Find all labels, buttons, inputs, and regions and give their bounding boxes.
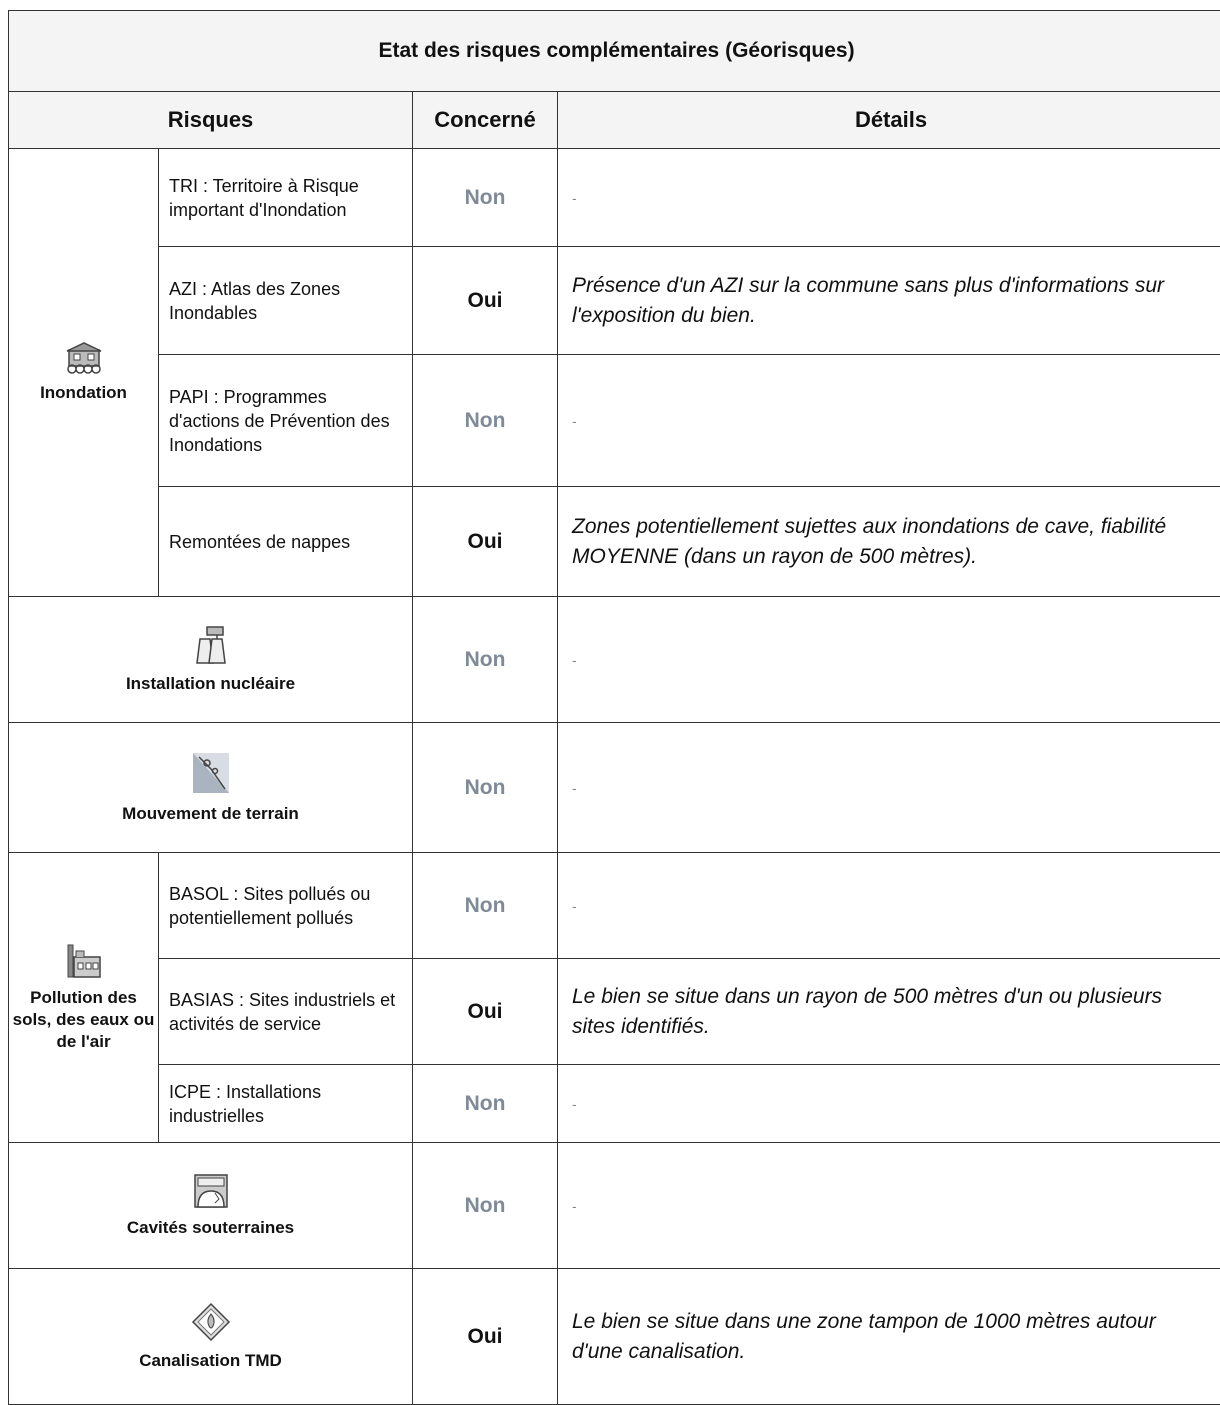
- details-value: -: [558, 597, 1220, 723]
- details-value: -: [558, 1143, 1220, 1269]
- category-label: Inondation: [9, 382, 158, 404]
- concerne-value: Non: [413, 355, 558, 487]
- header-concerne: Concerné: [413, 92, 558, 149]
- concerne-value: Oui: [413, 959, 558, 1065]
- cavity-icon: [193, 1173, 229, 1209]
- category-label: Mouvement de terrain: [9, 803, 412, 825]
- concerne-value: Non: [413, 597, 558, 723]
- table-title: Etat des risques complémentaires (Géorisques): [9, 11, 1220, 92]
- risk-name: AZI : Atlas des Zones Inondables: [159, 247, 413, 355]
- details-value: -: [558, 723, 1220, 853]
- risk-table: [8, 10, 1220, 1405]
- concerne-value: Non: [413, 149, 558, 247]
- risk-name: Remontées de nappes: [159, 487, 413, 597]
- concerne-value: Oui: [413, 487, 558, 597]
- concerne-value: Non: [413, 723, 558, 853]
- category-canalisation: [9, 1269, 413, 1405]
- header-details: Détails: [558, 92, 1220, 149]
- details-value: Zones potentiellement sujettes aux inondations de cave, fiabilité MOYENNE (dans un rayon de 500 mètres).: [558, 487, 1220, 597]
- category-pollution: [9, 853, 159, 1143]
- category-mouvement: [9, 723, 413, 853]
- details-value: -: [558, 1065, 1220, 1143]
- pipeline-icon: [191, 1302, 231, 1342]
- category-inondation: [9, 149, 159, 597]
- details-value: -: [558, 355, 1220, 487]
- concerne-value: Oui: [413, 1269, 558, 1405]
- risk-name: ICPE : Installations industrielles: [159, 1065, 413, 1143]
- category-nucleaire: [9, 597, 413, 723]
- concerne-value: Non: [413, 853, 558, 959]
- header-risques: Risques: [9, 92, 413, 149]
- concerne-value: Non: [413, 1143, 558, 1269]
- details-value: -: [558, 149, 1220, 247]
- risk-name: PAPI : Programmes d'actions de Prévention des Inondations: [159, 355, 413, 487]
- details-value: Le bien se situe dans une zone tampon de 1000 mètres autour d'une canalisation.: [558, 1269, 1220, 1405]
- landslide-icon: [191, 751, 231, 795]
- details-value: Présence d'un AZI sur la commune sans plus d'informations sur l'exposition du bien.: [558, 247, 1220, 355]
- category-label: Pollution des sols, des eaux ou de l'air: [9, 987, 158, 1053]
- category-label: Canalisation TMD: [9, 1350, 412, 1372]
- flood-icon: [66, 342, 102, 374]
- concerne-value: Non: [413, 1065, 558, 1143]
- risk-name: BASIAS : Sites industriels et activités de service: [159, 959, 413, 1065]
- factory-icon: [66, 943, 102, 979]
- risk-name: BASOL : Sites pollués ou potentiellement pollués: [159, 853, 413, 959]
- details-value: -: [558, 853, 1220, 959]
- nuclear-plant-icon: [193, 625, 229, 665]
- category-label: Installation nucléaire: [9, 673, 412, 695]
- concerne-value: Oui: [413, 247, 558, 355]
- risk-name: TRI : Territoire à Risque important d'Inondation: [159, 149, 413, 247]
- category-cavites: [9, 1143, 413, 1269]
- category-label: Cavités souterraines: [9, 1217, 412, 1239]
- details-value: Le bien se situe dans un rayon de 500 mètres d'un ou plusieurs sites identifiés.: [558, 959, 1220, 1065]
